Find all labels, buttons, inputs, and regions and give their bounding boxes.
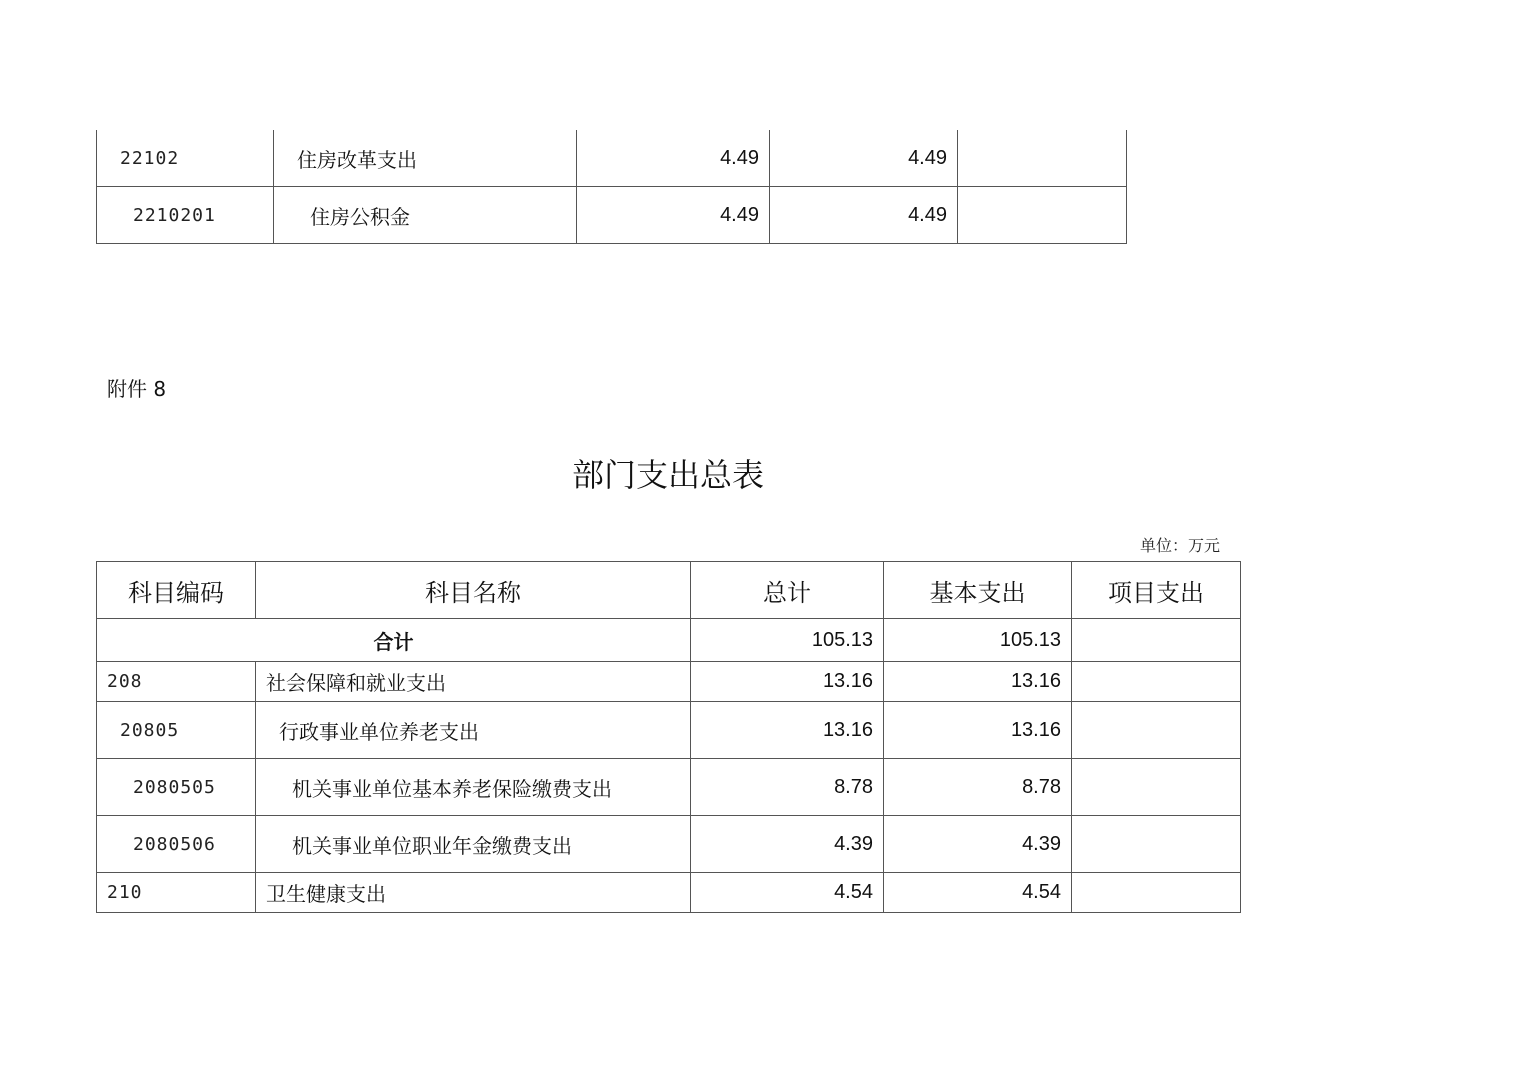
total-row: [97, 619, 1241, 662]
total-value: 105.13: [691, 619, 884, 662]
subject-code: 210: [97, 873, 256, 913]
basic-value: 4.49: [770, 187, 958, 244]
basic-value: 13.16: [884, 702, 1072, 759]
project-value: [1072, 759, 1241, 816]
project-value: [1072, 816, 1241, 873]
subject-name: 机关事业单位基本养老保险缴费支出: [256, 759, 691, 816]
subject-code: 2080506: [97, 816, 256, 873]
project-value: [958, 187, 1127, 244]
subject-code: 2210201: [97, 187, 274, 244]
subject-name: 卫生健康支出: [256, 873, 691, 913]
table-header-row: [97, 562, 1241, 619]
subject-name: 社会保障和就业支出: [256, 662, 691, 702]
project-value: [1072, 873, 1241, 913]
subject-name: 住房公积金: [274, 187, 577, 244]
table-row: [97, 759, 1241, 816]
basic-value: 4.54: [884, 873, 1072, 913]
table-row: [97, 873, 1241, 913]
basic-value: 105.13: [884, 619, 1072, 662]
header-subject-name: 科目名称: [256, 562, 691, 619]
project-value: [958, 130, 1127, 187]
total-value: 13.16: [691, 702, 884, 759]
department-expense-table: [96, 561, 1241, 913]
subject-code: 20805: [97, 702, 256, 759]
header-basic: 基本支出: [884, 562, 1072, 619]
subject-code: 2080505: [97, 759, 256, 816]
attachment-label: 附件 8: [107, 377, 167, 401]
subject-code: 208: [97, 662, 256, 702]
subject-name: 行政事业单位养老支出: [256, 702, 691, 759]
table-row: [97, 130, 1127, 187]
table-row: [97, 662, 1241, 702]
total-value: 8.78: [691, 759, 884, 816]
header-total: 总计: [691, 562, 884, 619]
total-value: 4.54: [691, 873, 884, 913]
project-value: [1072, 702, 1241, 759]
basic-value: 4.39: [884, 816, 1072, 873]
total-value: 13.16: [691, 662, 884, 702]
table-row: [97, 702, 1241, 759]
total-value: 4.49: [577, 187, 770, 244]
page-title: 部门支出总表: [571, 456, 764, 494]
total-value: 4.39: [691, 816, 884, 873]
table-row: [97, 187, 1127, 244]
header-project: 项目支出: [1072, 562, 1241, 619]
header-subject-code: 科目编码: [97, 562, 256, 619]
total-value: 4.49: [577, 130, 770, 187]
project-value: [1072, 662, 1241, 702]
unit-label: 单位：万元: [1140, 536, 1221, 555]
table-row: [97, 816, 1241, 873]
project-value: [1072, 619, 1241, 662]
continued-expense-table: [96, 130, 1127, 244]
basic-value: 8.78: [884, 759, 1072, 816]
basic-value: 13.16: [884, 662, 1072, 702]
subject-name: 住房改革支出: [274, 130, 577, 187]
basic-value: 4.49: [770, 130, 958, 187]
total-label: 合计: [97, 619, 691, 662]
subject-code: 22102: [97, 130, 274, 187]
subject-name: 机关事业单位职业年金缴费支出: [256, 816, 691, 873]
